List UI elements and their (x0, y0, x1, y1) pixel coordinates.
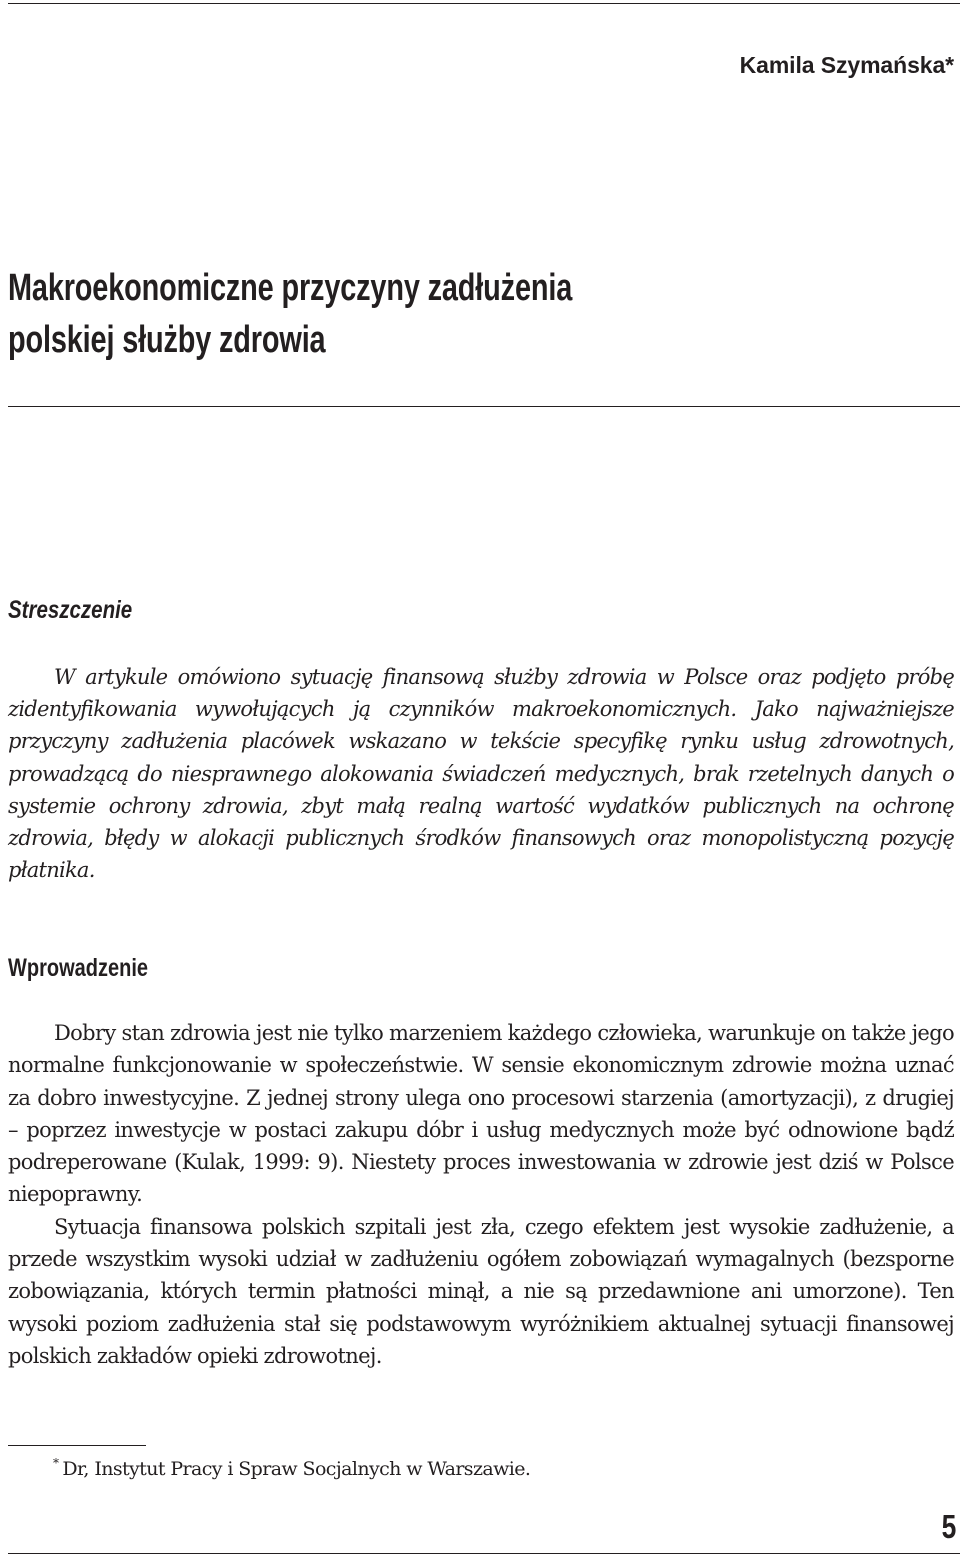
title-line-1: Makroekonomiczne przyczyny zadłużenia (8, 267, 573, 309)
page-number: 5 (941, 1508, 956, 1545)
top-rule (8, 3, 960, 4)
footnote-marker: * (53, 1456, 59, 1470)
footnote-separator (8, 1445, 146, 1446)
introduction-heading: Wprowadzenie (8, 954, 149, 982)
title-line-2: polskiej służby zdrowia (8, 319, 326, 361)
article-title (8, 262, 722, 366)
footnote-text: Dr, Instytut Pracy i Spraw Socjalnych w Warszawie. (62, 1458, 531, 1480)
title-separator-rule (8, 406, 960, 407)
abstract-heading: Streszczenie (8, 596, 133, 624)
abstract-text: W artykule omówiono sytuację finansową służby zdrowia w Polsce oraz podjęto próbę zidentyfikowania wywołujących ją czynników makroekonomicznych. Jako najważniejsze przyczyny zadłużenia placówek wskazano w tekście specyfikę rynku usług zdrowotnych, prowadzącą do niesprawnego alokowania świadczeń medycznych, brak rzetelnych danych o systemie ochrony zdrowia, zbyt małą realną wartość wydatków publicznych na ochronę zdrowia, błędy w alokacji publicznych środków finansowych oraz monopolistyczną pozycję płatnika. (8, 665, 954, 883)
footnote (53, 1456, 530, 1480)
introduction-body (8, 1017, 954, 1372)
author-name: Kamila Szymańska* (739, 52, 954, 78)
bottom-rule (8, 1553, 960, 1554)
introduction-paragraph-1: Dobry stan zdrowia jest nie tylko marzeniem każdego człowieka, warunkuje on także jego normalne funkcjonowanie w społeczeństwie. W sensie ekonomicznym zdrowie można uznać za dobro inwestycyjne. Z jednej strony ulega ono procesowi starzenia (amortyzacji), z drugiej – poprzez inwestycje w postaci zakupu dóbr i usług medycznych może być odnowione bądź podreperowane (Kulak, 1999: 9). Niestety proces inwestowania w zdrowie jest dziś w Polsce niepoprawny. (8, 1021, 954, 1207)
introduction-paragraph-2: Sytuacja finansowa polskich szpitali jest zła, czego efektem jest wysokie zadłużenie, a przede wszystkim wysoki udział w zadłużeniu ogółem zobowiązań wymagalnych (bezsporne zobowiązania, których termin płatności minął, a nie są przedawnione ani umorzone). Ten wysoki poziom zadłużenia stał się podstawowym wyróżnikiem aktualnej sytuacji finansowej polskich zakładów opieki zdrowotnej. (8, 1214, 954, 1368)
